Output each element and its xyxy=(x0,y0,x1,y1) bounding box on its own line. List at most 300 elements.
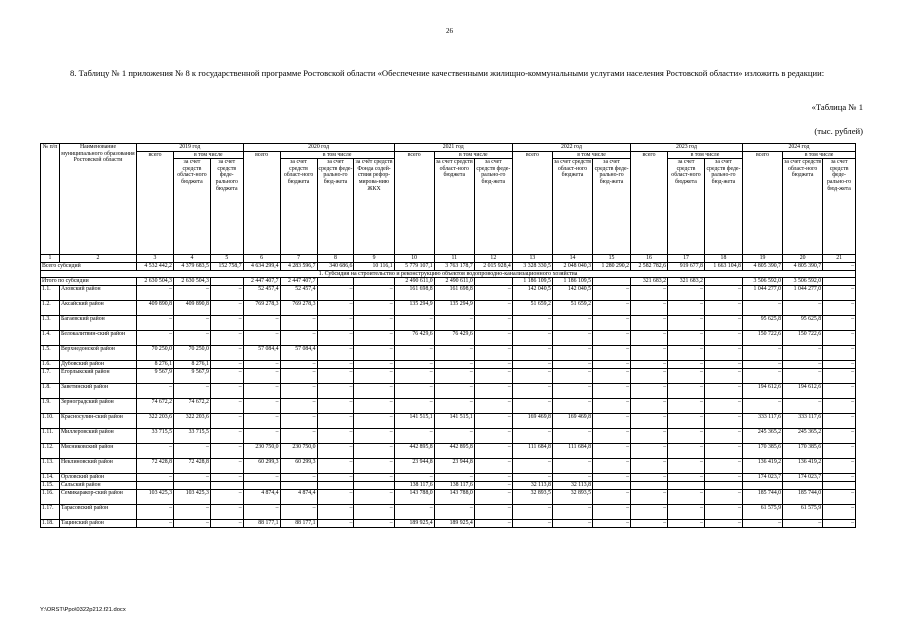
cell-value: 189 925,4 xyxy=(434,520,474,528)
district-name: Заветинский район xyxy=(59,384,136,399)
header-incl: в том числе xyxy=(552,151,630,159)
cell-value: – xyxy=(474,474,512,482)
cell-value: – xyxy=(474,331,512,346)
cell-value: – xyxy=(317,369,354,384)
table-row xyxy=(41,459,856,474)
cell-value: – xyxy=(823,316,856,331)
cell-value: – xyxy=(512,429,552,444)
column-number: 19 xyxy=(742,255,782,263)
cell-value: – xyxy=(631,444,668,459)
cell-value: – xyxy=(704,474,742,482)
cell-value: – xyxy=(317,429,354,444)
cell-value: 138 117,6 xyxy=(394,482,434,490)
column-number: 11 xyxy=(434,255,474,263)
cell-value: – xyxy=(823,384,856,399)
cell-value: – xyxy=(742,346,782,361)
column-number: 20 xyxy=(783,255,823,263)
cell-value: – xyxy=(823,429,856,444)
cell-value: – xyxy=(593,316,631,331)
cell-value: – xyxy=(173,384,210,399)
header-obl: за счет средств област-ного бюджета xyxy=(552,159,592,255)
header-obl: за счет средств област-ного бюджета xyxy=(434,159,474,255)
cell-value: 32 893,5 xyxy=(552,490,592,505)
header-fed: за счет средств феде-рально-го бюд-жета xyxy=(317,159,354,255)
cell-value: – xyxy=(668,316,705,331)
cell-value: – xyxy=(317,331,354,346)
cell-value: 51 659,2 xyxy=(512,301,552,316)
cell-value: – xyxy=(317,286,354,301)
cell-value: 61 575,9 xyxy=(783,505,823,520)
page-number: 26 xyxy=(446,27,453,35)
cell-value: 769 278,3 xyxy=(280,301,317,316)
cell-value: – xyxy=(823,331,856,346)
header-year-2023: 2023 год xyxy=(631,144,743,152)
cell-value: – xyxy=(631,301,668,316)
header-incl: в том числе xyxy=(783,151,856,159)
cell-value: – xyxy=(474,482,512,490)
cell-value: 321 683,2 xyxy=(631,278,668,286)
row-label: Итого по субсидии xyxy=(41,278,137,286)
cell-value: – xyxy=(243,316,280,331)
cell-value: 1 280 290,2 xyxy=(593,262,631,270)
cell-value: – xyxy=(512,346,552,361)
cell-value: – xyxy=(823,361,856,369)
cell-value: 230 750,0 xyxy=(243,444,280,459)
cell-value: – xyxy=(280,414,317,429)
cell-value: 142 040,5 xyxy=(552,286,592,301)
cell-value: 3 763 178,7 xyxy=(434,262,474,270)
header-fund: за счёт средств Фонда содей-ствия рефор-мирова-нию ЖКХ xyxy=(354,159,394,255)
cell-value: – xyxy=(668,399,705,414)
cell-value xyxy=(668,482,705,490)
cell-value: – xyxy=(823,459,856,474)
cell-value: 169 469,8 xyxy=(552,414,592,429)
cell-value: – xyxy=(512,459,552,474)
cell-value xyxy=(474,278,512,286)
cell-value: 143 788,0 xyxy=(394,490,434,505)
cell-value: – xyxy=(631,414,668,429)
cell-value: 103 425,3 xyxy=(173,490,210,505)
column-number: 9 xyxy=(354,255,394,263)
cell-value: – xyxy=(210,316,243,331)
cell-value: – xyxy=(593,474,631,482)
cell-value: – xyxy=(823,369,856,384)
cell-value: – xyxy=(474,316,512,331)
file-path-footer: Y:\ORST\Ppo\0322p212.f21.docx xyxy=(40,607,126,613)
cell-value: – xyxy=(173,316,210,331)
cell-value xyxy=(783,482,823,490)
cell-value: – xyxy=(354,301,394,316)
cell-value: – xyxy=(394,474,434,482)
cell-value: – xyxy=(823,505,856,520)
cell-value: – xyxy=(243,331,280,346)
column-number: 8 xyxy=(317,255,354,263)
cell-value: 8 276,1 xyxy=(137,361,174,369)
table-row xyxy=(41,414,856,429)
cell-value: 32 893,5 xyxy=(512,490,552,505)
cell-value: – xyxy=(434,346,474,361)
cell-value: 9 567,9 xyxy=(137,369,174,384)
cell-value: – xyxy=(823,444,856,459)
cell-value: – xyxy=(137,505,174,520)
cell-value: – xyxy=(280,361,317,369)
column-number: 5 xyxy=(210,255,243,263)
cell-value: – xyxy=(593,361,631,369)
table-row xyxy=(41,429,856,444)
cell-value: 1 186 109,5 xyxy=(512,278,552,286)
header-obl: за счет средств област-ного бюджета xyxy=(783,159,823,255)
cell-value: 2 630 504,3 xyxy=(173,278,210,286)
row-number: 1.8. xyxy=(41,384,60,399)
cell-value: – xyxy=(704,490,742,505)
header-total: всего xyxy=(243,151,280,255)
cell-value: – xyxy=(243,429,280,444)
cell-value: – xyxy=(354,474,394,482)
cell-value: 152 758,7 xyxy=(210,262,243,270)
cell-value: – xyxy=(593,414,631,429)
cell-value: – xyxy=(173,286,210,301)
cell-value: 135 294,9 xyxy=(434,301,474,316)
cell-value: – xyxy=(354,369,394,384)
row-number: 1.14. xyxy=(41,474,60,482)
cell-value: 2 048 040,3 xyxy=(552,262,592,270)
cell-value: – xyxy=(210,301,243,316)
district-name: Тацинский район xyxy=(59,520,136,528)
cell-value: 4 805 390,7 xyxy=(783,262,823,270)
cell-value: – xyxy=(631,490,668,505)
cell-value: – xyxy=(668,384,705,399)
cell-value: 72 428,8 xyxy=(173,459,210,474)
cell-value xyxy=(704,278,742,286)
header-fed: за счет средств феде-рально-го бюд-жета xyxy=(593,159,631,255)
district-name: Верхнедонской район xyxy=(59,346,136,361)
cell-value: – xyxy=(668,490,705,505)
cell-value: – xyxy=(668,346,705,361)
cell-value: – xyxy=(783,361,823,369)
district-name: Егорлыкский район xyxy=(59,369,136,384)
cell-value: – xyxy=(317,346,354,361)
cell-value: – xyxy=(823,286,856,301)
cell-value: 769 278,3 xyxy=(243,301,280,316)
cell-value: 111 684,8 xyxy=(552,444,592,459)
cell-value: 10 116,1 xyxy=(354,262,394,270)
cell-value: 23 944,8 xyxy=(394,459,434,474)
column-number: 13 xyxy=(512,255,552,263)
cell-value: – xyxy=(317,414,354,429)
column-number-row xyxy=(41,255,856,263)
cell-value: – xyxy=(394,369,434,384)
cell-value: – xyxy=(704,301,742,316)
cell-value: 141 515,1 xyxy=(434,414,474,429)
district-name: Сальский район xyxy=(59,482,136,490)
cell-value: – xyxy=(552,369,592,384)
cell-value xyxy=(704,482,742,490)
column-number: 17 xyxy=(668,255,705,263)
cell-value: – xyxy=(354,459,394,474)
table-row xyxy=(41,474,856,482)
cell-value: – xyxy=(668,474,705,482)
cell-value: – xyxy=(631,361,668,369)
header-name: Наименование муниципального образования Ростовской области xyxy=(59,144,136,255)
column-number: 16 xyxy=(631,255,668,263)
cell-value: 3 506 592,0 xyxy=(783,278,823,286)
cell-value: – xyxy=(783,346,823,361)
cell-value: 409 890,8 xyxy=(173,301,210,316)
cell-value xyxy=(317,278,354,286)
cell-value: – xyxy=(317,505,354,520)
cell-value xyxy=(280,482,317,490)
header-year-2020: 2020 год xyxy=(243,144,394,152)
cell-value: – xyxy=(823,490,856,505)
district-name: Зерноградский район xyxy=(59,399,136,414)
cell-value: 33 715,5 xyxy=(137,429,174,444)
cell-value: – xyxy=(783,369,823,384)
cell-value: – xyxy=(474,384,512,399)
cell-value: 1 044 277,0 xyxy=(783,286,823,301)
cell-value: – xyxy=(137,444,174,459)
cell-value: – xyxy=(280,384,317,399)
table-caption: «Таблица № 1 xyxy=(811,102,863,112)
row-number: 1.15. xyxy=(41,482,60,490)
district-name: Аксайский район xyxy=(59,301,136,316)
cell-value: 136 419,2 xyxy=(742,459,782,474)
cell-value: – xyxy=(317,384,354,399)
total-row xyxy=(41,262,856,270)
cell-value: 2 630 504,3 xyxy=(137,278,174,286)
table-row xyxy=(41,369,856,384)
row-number: 1.10. xyxy=(41,414,60,429)
cell-value: 340 686,6 xyxy=(317,262,354,270)
cell-value: – xyxy=(823,520,856,528)
cell-value: – xyxy=(631,505,668,520)
cell-value: – xyxy=(354,384,394,399)
cell-value: – xyxy=(552,361,592,369)
cell-value: – xyxy=(704,384,742,399)
cell-value: 194 612,6 xyxy=(742,384,782,399)
cell-value: 2 447 407,7 xyxy=(243,278,280,286)
cell-value: – xyxy=(354,399,394,414)
cell-value xyxy=(823,482,856,490)
cell-value: 76 429,6 xyxy=(434,331,474,346)
cell-value: – xyxy=(210,429,243,444)
cell-value: – xyxy=(552,505,592,520)
cell-value: – xyxy=(823,262,856,270)
cell-value: 135 294,9 xyxy=(394,301,434,316)
cell-value: 32 113,8 xyxy=(552,482,592,490)
row-number: 1.4. xyxy=(41,331,60,346)
cell-value: – xyxy=(631,520,668,528)
cell-value: 161 698,8 xyxy=(434,286,474,301)
cell-value xyxy=(210,278,243,286)
cell-value: – xyxy=(474,301,512,316)
cell-value: – xyxy=(434,399,474,414)
table-row xyxy=(41,286,856,301)
cell-value: – xyxy=(704,444,742,459)
district-name: Семикаракор-ский район xyxy=(59,490,136,505)
cell-value xyxy=(354,278,394,286)
cell-value xyxy=(243,482,280,490)
cell-value: – xyxy=(512,316,552,331)
row-number: 1.6. xyxy=(41,361,60,369)
cell-value: – xyxy=(394,316,434,331)
column-number: 4 xyxy=(173,255,210,263)
cell-value: 141 515,1 xyxy=(394,414,434,429)
cell-value: 322 203,6 xyxy=(137,414,174,429)
district-name: Азовский район xyxy=(59,286,136,301)
cell-value: – xyxy=(280,369,317,384)
table-row xyxy=(41,316,856,331)
cell-value: – xyxy=(823,301,856,316)
cell-value: 4 634 299,4 xyxy=(243,262,280,270)
cell-value: – xyxy=(137,474,174,482)
cell-value: 2 490 611,0 xyxy=(434,278,474,286)
cell-value: – xyxy=(137,286,174,301)
header-obl: за счет средств област-ного бюджета xyxy=(668,159,705,255)
cell-value: – xyxy=(552,316,592,331)
cell-value: 142 040,5 xyxy=(512,286,552,301)
cell-value: 4 532 442,2 xyxy=(137,262,174,270)
cell-value: – xyxy=(137,316,174,331)
cell-value: – xyxy=(210,361,243,369)
cell-value: 4 379 683,5 xyxy=(173,262,210,270)
cell-value: 95 625,8 xyxy=(742,316,782,331)
cell-value: – xyxy=(280,429,317,444)
cell-value: 61 575,9 xyxy=(742,505,782,520)
cell-value: 76 429,6 xyxy=(394,331,434,346)
header-obl: за счет средств област-ного бюджета xyxy=(173,159,210,255)
cell-value: – xyxy=(434,505,474,520)
cell-value: – xyxy=(243,399,280,414)
district-name: Белокалитвин-ский район xyxy=(59,331,136,346)
cell-value: – xyxy=(704,369,742,384)
cell-value xyxy=(631,482,668,490)
header-incl: в том числе xyxy=(280,151,394,159)
cell-value: 245 365,2 xyxy=(742,429,782,444)
row-number: 1.16. xyxy=(41,490,60,505)
row-number: 1.13. xyxy=(41,459,60,474)
cell-value: – xyxy=(394,346,434,361)
header-incl: в том числе xyxy=(434,151,512,159)
district-name: Багаевский район xyxy=(59,316,136,331)
header-year-2024: 2024 год xyxy=(742,144,855,152)
cell-value: – xyxy=(593,490,631,505)
cell-value: 95 625,8 xyxy=(783,316,823,331)
cell-value: – xyxy=(668,331,705,346)
cell-value: – xyxy=(210,346,243,361)
cell-value: 103 425,3 xyxy=(137,490,174,505)
cell-value: 57 084,4 xyxy=(280,346,317,361)
cell-value: – xyxy=(280,316,317,331)
cell-value: – xyxy=(317,520,354,528)
header-total: всего xyxy=(137,151,174,255)
cell-value: – xyxy=(631,474,668,482)
cell-value: – xyxy=(317,474,354,482)
cell-value: 3 328 330,5 xyxy=(512,262,552,270)
district-name: Дубовский район xyxy=(59,361,136,369)
cell-value: – xyxy=(668,301,705,316)
cell-value: 2 015 928,4 xyxy=(474,262,512,270)
cell-value: – xyxy=(631,384,668,399)
cell-value: – xyxy=(434,369,474,384)
cell-value: – xyxy=(783,301,823,316)
cell-value: – xyxy=(354,520,394,528)
cell-value: – xyxy=(354,331,394,346)
column-number: 3 xyxy=(137,255,174,263)
cell-value: – xyxy=(210,459,243,474)
cell-value: – xyxy=(668,369,705,384)
cell-value: – xyxy=(210,399,243,414)
cell-value: – xyxy=(317,490,354,505)
header-incl: в том числе xyxy=(668,151,743,159)
cell-value: 72 428,8 xyxy=(137,459,174,474)
cell-value: – xyxy=(474,490,512,505)
cell-value: 138 117,6 xyxy=(434,482,474,490)
cell-value: – xyxy=(631,286,668,301)
cell-value: 2 447 407,7 xyxy=(280,278,317,286)
cell-value: 5 779 107,1 xyxy=(394,262,434,270)
cell-value: – xyxy=(668,520,705,528)
cell-value: 8 276,1 xyxy=(173,361,210,369)
cell-value: 111 684,8 xyxy=(512,444,552,459)
table-row xyxy=(41,482,856,490)
cell-value: – xyxy=(668,444,705,459)
cell-value: – xyxy=(243,414,280,429)
cell-value: 1 044 277,0 xyxy=(742,286,782,301)
cell-value: – xyxy=(394,384,434,399)
section-title-row xyxy=(41,270,856,278)
row-label: Всего субсидий xyxy=(41,262,137,270)
cell-value: – xyxy=(474,429,512,444)
cell-value: 230 750,0 xyxy=(280,444,317,459)
row-number: 1.18. xyxy=(41,520,60,528)
cell-value: – xyxy=(593,399,631,414)
cell-value: 189 925,4 xyxy=(394,520,434,528)
cell-value: – xyxy=(823,414,856,429)
cell-value: – xyxy=(783,520,823,528)
cell-value: – xyxy=(742,361,782,369)
cell-value: – xyxy=(210,520,243,528)
cell-value: – xyxy=(704,286,742,301)
cell-value: – xyxy=(474,414,512,429)
cell-value: 88 177,1 xyxy=(280,520,317,528)
cell-value: 136 419,2 xyxy=(783,459,823,474)
cell-value: 32 113,8 xyxy=(512,482,552,490)
row-number: 1.12. xyxy=(41,444,60,459)
cell-value: 23 944,8 xyxy=(434,459,474,474)
header-obl: за счет средств област-ного бюджета xyxy=(280,159,317,255)
cell-value: 150 722,6 xyxy=(742,331,782,346)
column-number: 21 xyxy=(823,255,856,263)
units-label: (тыс. рублей) xyxy=(814,126,863,136)
cell-value: – xyxy=(210,505,243,520)
table-row xyxy=(41,346,856,361)
cell-value: – xyxy=(704,361,742,369)
cell-value: – xyxy=(243,505,280,520)
column-number: 2 xyxy=(59,255,136,263)
cell-value: 57 084,4 xyxy=(243,346,280,361)
cell-value: – xyxy=(137,384,174,399)
cell-value: – xyxy=(434,361,474,369)
cell-value: – xyxy=(593,331,631,346)
cell-value: – xyxy=(474,286,512,301)
header-fed: за счет средств феде-рально-го бюд-жета xyxy=(823,159,856,255)
cell-value: – xyxy=(668,459,705,474)
cell-value: – xyxy=(631,429,668,444)
cell-value: – xyxy=(704,399,742,414)
cell-value xyxy=(823,278,856,286)
cell-value: 174 023,7 xyxy=(742,474,782,482)
cell-value: – xyxy=(631,459,668,474)
